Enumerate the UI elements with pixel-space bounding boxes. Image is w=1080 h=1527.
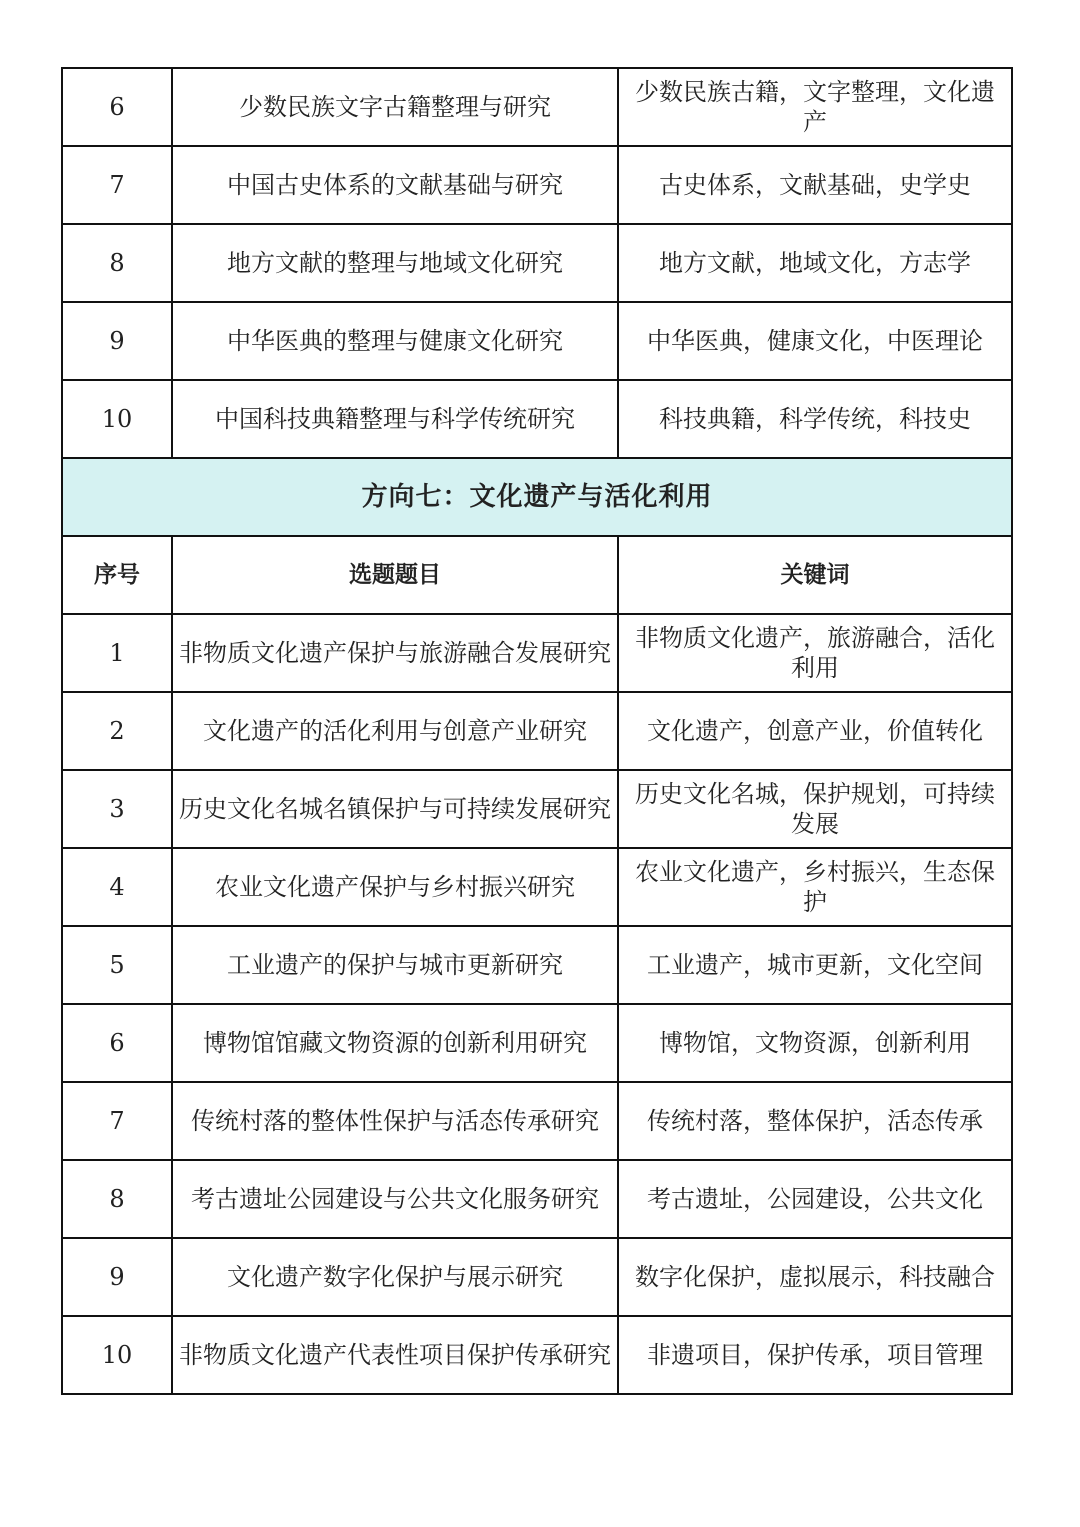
row-topic: 中华医典的整理与健康文化研究 <box>172 302 618 380</box>
row-keywords: 非物质文化遗产，旅游融合，活化利用 <box>618 614 1012 692</box>
row-topic: 传统村落的整体性保护与活态传承研究 <box>172 1082 618 1160</box>
row-topic: 博物馆馆藏文物资源的创新利用研究 <box>172 1004 618 1082</box>
row-keywords: 文化遗产，创意产业，价值转化 <box>618 692 1012 770</box>
row-number: 6 <box>62 1004 172 1082</box>
header-number: 序号 <box>62 536 172 614</box>
topic-table <box>61 67 1013 1395</box>
row-topic: 少数民族文字古籍整理与研究 <box>172 68 618 146</box>
row-number: 8 <box>62 224 172 302</box>
row-number: 2 <box>62 692 172 770</box>
row-topic: 非物质文化遗产保护与旅游融合发展研究 <box>172 614 618 692</box>
row-keywords: 非遗项目，保护传承，项目管理 <box>618 1316 1012 1394</box>
table-row <box>62 68 1012 146</box>
row-keywords: 传统村落，整体保护，活态传承 <box>618 1082 1012 1160</box>
row-keywords: 农业文化遗产，乡村振兴，生态保护 <box>618 848 1012 926</box>
row-number: 9 <box>62 302 172 380</box>
row-number: 9 <box>62 1238 172 1316</box>
row-keywords: 数字化保护，虚拟展示，科技融合 <box>618 1238 1012 1316</box>
row-number: 10 <box>62 1316 172 1394</box>
row-topic: 非物质文化遗产代表性项目保护传承研究 <box>172 1316 618 1394</box>
table-row <box>62 302 1012 380</box>
row-topic: 历史文化名城名镇保护与可持续发展研究 <box>172 770 618 848</box>
row-topic: 农业文化遗产保护与乡村振兴研究 <box>172 848 618 926</box>
row-keywords: 工业遗产，城市更新，文化空间 <box>618 926 1012 1004</box>
row-keywords: 博物馆，文物资源，创新利用 <box>618 1004 1012 1082</box>
table-row <box>62 1004 1012 1082</box>
row-topic: 工业遗产的保护与城市更新研究 <box>172 926 618 1004</box>
row-number: 10 <box>62 380 172 458</box>
table-row <box>62 770 1012 848</box>
row-number: 3 <box>62 770 172 848</box>
table-row <box>62 1316 1012 1394</box>
table-header-row <box>62 536 1012 614</box>
table-row <box>62 1238 1012 1316</box>
header-keywords: 关键词 <box>618 536 1012 614</box>
row-number: 5 <box>62 926 172 1004</box>
row-number: 8 <box>62 1160 172 1238</box>
row-keywords: 考古遗址，公园建设，公共文化 <box>618 1160 1012 1238</box>
row-keywords: 古史体系，文献基础，史学史 <box>618 146 1012 224</box>
row-number: 7 <box>62 146 172 224</box>
section-title: 方向七：文化遗产与活化利用 <box>62 458 1012 536</box>
row-topic: 考古遗址公园建设与公共文化服务研究 <box>172 1160 618 1238</box>
table-row <box>62 1160 1012 1238</box>
table-row <box>62 380 1012 458</box>
table-row <box>62 692 1012 770</box>
section-heading-row <box>62 458 1012 536</box>
row-number: 6 <box>62 68 172 146</box>
row-topic: 文化遗产的活化利用与创意产业研究 <box>172 692 618 770</box>
header-topic: 选题题目 <box>172 536 618 614</box>
table-row <box>62 926 1012 1004</box>
table-row <box>62 1082 1012 1160</box>
row-keywords: 少数民族古籍，文字整理，文化遗产 <box>618 68 1012 146</box>
table-row <box>62 848 1012 926</box>
row-keywords: 科技典籍，科学传统，科技史 <box>618 380 1012 458</box>
row-number: 7 <box>62 1082 172 1160</box>
row-keywords: 历史文化名城，保护规划，可持续发展 <box>618 770 1012 848</box>
row-keywords: 中华医典，健康文化，中医理论 <box>618 302 1012 380</box>
row-keywords: 地方文献，地域文化，方志学 <box>618 224 1012 302</box>
row-topic: 地方文献的整理与地域文化研究 <box>172 224 618 302</box>
row-number: 4 <box>62 848 172 926</box>
table-row <box>62 224 1012 302</box>
row-topic: 中国古史体系的文献基础与研究 <box>172 146 618 224</box>
table-row <box>62 614 1012 692</box>
table-row <box>62 146 1012 224</box>
row-number: 1 <box>62 614 172 692</box>
row-topic: 文化遗产数字化保护与展示研究 <box>172 1238 618 1316</box>
row-topic: 中国科技典籍整理与科学传统研究 <box>172 380 618 458</box>
